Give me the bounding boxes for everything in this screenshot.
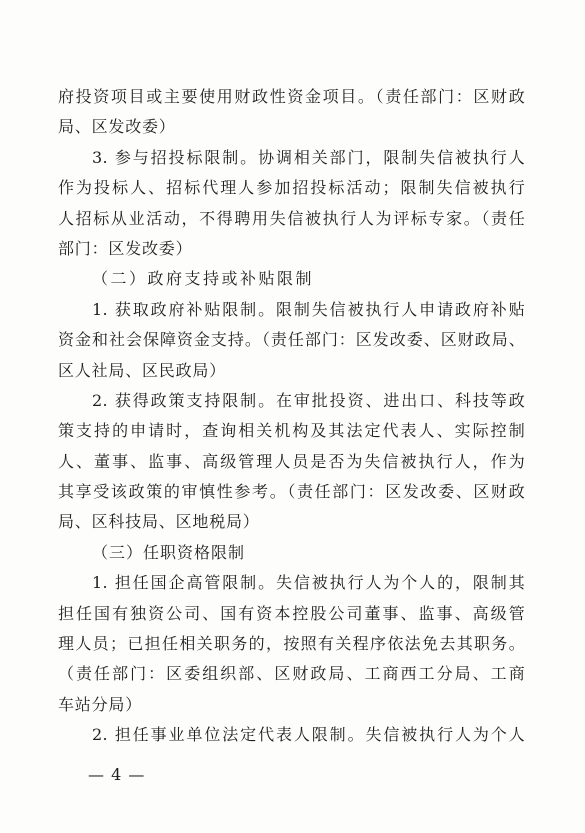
paragraph-line: 策支持的申请时，查询相关机构及其法定代表人、实际控制	[58, 421, 525, 441]
paragraph-line: 区人社局、区民政局）	[58, 360, 227, 380]
paragraph-line: 局、区科技局、区地税局）	[58, 512, 260, 532]
paragraph-line: 担任国有独资公司、国有资本控股公司董事、监事、高级管	[58, 603, 525, 623]
paragraph-line: 资金和社会保障资金支持。（责任部门：区发改委、区财政局、	[58, 330, 525, 350]
paragraph-line: 部门：区发改委）	[58, 238, 193, 258]
paragraph-line: 局、区发改委）	[58, 117, 176, 137]
section-heading-government-support: （二）政府支持或补贴限制	[92, 269, 315, 289]
paragraph-line: 人招标从业活动，不得聘用失信被执行人为评标专家。（责任	[58, 208, 525, 228]
paragraph-line: 人、董事、监事、高级管理人员是否为失信被执行人，作为	[58, 451, 525, 471]
paragraph-policy-support-restriction	[58, 386, 525, 538]
paragraph-line: 车站分局）	[58, 694, 143, 714]
paragraph-institution-representative-restriction	[58, 720, 525, 750]
page-number: — 4 —	[88, 765, 146, 784]
paragraph-line: 府投资项目或主要使用财政性资金项目。（责任部门：区财政	[58, 87, 525, 106]
paragraph-line: 作为投标人、招标代理人参加招投标活动；限制失信被执行	[58, 178, 525, 198]
paragraph-subsidy-restriction	[58, 295, 525, 386]
document-body	[58, 82, 525, 751]
paragraph-line: （责任部门：区委组织部、区财政局、工商西工分局、工商	[58, 664, 525, 684]
paragraph-line: 2. 获得政策支持限制。在审批投资、进出口、科技等政	[92, 390, 525, 410]
paragraph-continued	[58, 82, 525, 143]
paragraph-line: 3. 参与招投标限制。协调相关部门，限制失信被执行人	[92, 147, 525, 167]
paragraph-line: 2. 担任事业单位法定代表人限制。失信被执行人为个人	[92, 725, 525, 745]
paragraph-line: 1. 担任国企高管限制。失信被执行人为个人的，限制其	[92, 573, 525, 593]
paragraph-soe-executive-restriction	[58, 568, 525, 720]
paragraph-line: 理人员；已担任相关职务的，按照有关程序依法免去其职务。	[58, 634, 525, 654]
paragraph-line: 其享受该政策的审慎性参考。（责任部门：区发改委、区财政	[58, 482, 525, 502]
paragraph-line: 1. 获取政府补贴限制。限制失信被执行人申请政府补贴	[92, 299, 525, 319]
section-heading-qualification: （三）任职资格限制	[92, 542, 246, 562]
paragraph-bidding-restriction	[58, 143, 525, 265]
